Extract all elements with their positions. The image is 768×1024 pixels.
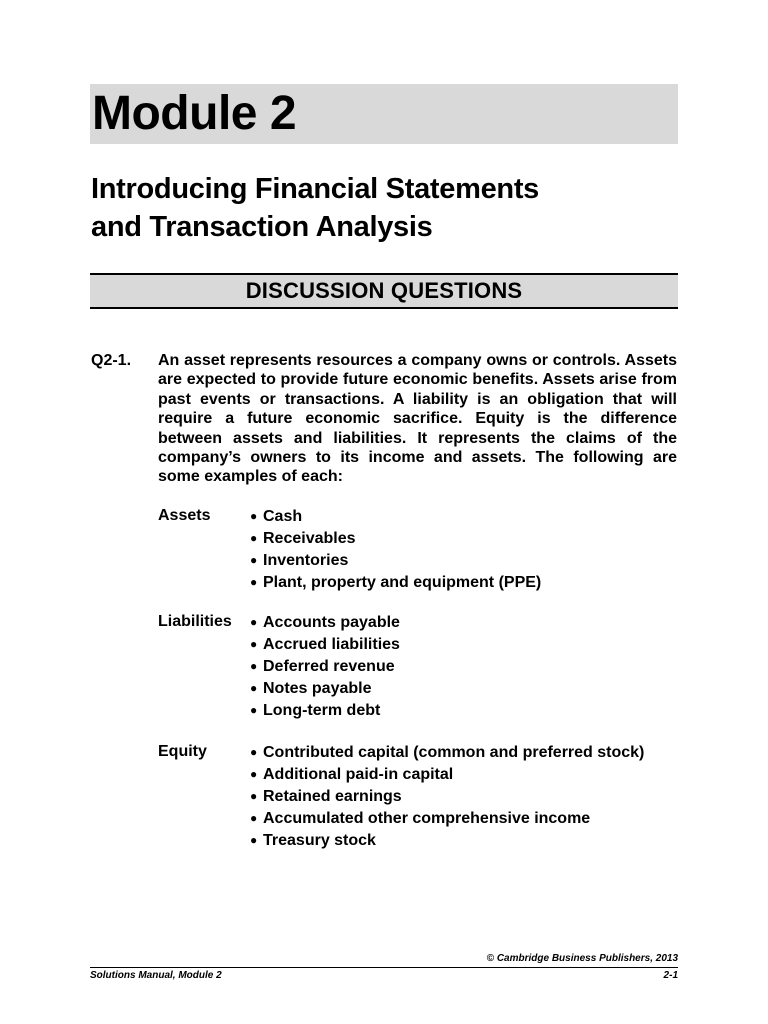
category-label-equity: Equity xyxy=(158,743,207,760)
list-item: ● Inventories xyxy=(250,549,541,571)
bullet-icon: ● xyxy=(250,637,258,651)
bullet-icon: ● xyxy=(250,703,258,717)
bullet-icon: ● xyxy=(250,811,258,825)
list-item: ● Plant, property and equipment (PPE) xyxy=(250,571,541,593)
list-item: ● Accumulated other comprehensive income xyxy=(250,807,644,829)
bullet-icon: ● xyxy=(250,833,258,847)
bullet-icon: ● xyxy=(250,681,258,695)
list-item: ● Receivables xyxy=(250,527,541,549)
footer-manual-title: Solutions Manual, Module 2 xyxy=(90,970,222,981)
section-title: DISCUSSION QUESTIONS xyxy=(245,278,523,303)
chapter-subtitle xyxy=(91,170,691,246)
bullet-icon: ● xyxy=(250,575,258,589)
list-item: ● Contributed capital (common and preferred stock) xyxy=(250,741,644,763)
list-item: ● Notes payable xyxy=(250,677,400,699)
section-header-bar xyxy=(90,273,678,309)
equity-list xyxy=(250,741,644,851)
list-item: ● Deferred revenue xyxy=(250,655,400,677)
bullet-icon: ● xyxy=(250,509,258,523)
list-item: ● Cash xyxy=(250,505,541,527)
category-label-liabilities: Liabilities xyxy=(158,613,232,630)
list-item: ● Additional paid-in capital xyxy=(250,763,644,785)
bullet-icon: ● xyxy=(250,531,258,545)
liabilities-list xyxy=(250,611,400,721)
list-item: ● Long-term debt xyxy=(250,699,400,721)
subtitle-line-1: Introducing Financial Statements xyxy=(91,173,540,205)
bullet-icon: ● xyxy=(250,615,258,629)
bullet-icon: ● xyxy=(250,745,258,759)
footer-divider xyxy=(90,967,678,968)
list-item: ● Treasury stock xyxy=(250,829,644,851)
category-label-assets: Assets xyxy=(158,507,211,524)
bullet-icon: ● xyxy=(250,553,258,567)
question-answer-text: An asset represents resources a company owns or controls. Assets are expected to provide future economic benefits. Assets arise from past events or transactions. A liability is an obligation that will require a future economic sacrifice. Equity is the difference between assets and liabilities. It represents the claims of the company’s owners to its income and assets. The following are some examples of each: xyxy=(158,352,677,486)
page-number: 2-1 xyxy=(663,970,678,981)
bullet-icon: ● xyxy=(250,767,258,781)
bullet-icon: ● xyxy=(250,659,258,673)
copyright-notice: © Cambridge Business Publishers, 2013 xyxy=(486,953,678,964)
list-item: ● Retained earnings xyxy=(250,785,644,807)
list-item: ● Accounts payable xyxy=(250,611,400,633)
subtitle-line-2: and Transaction Analysis xyxy=(91,211,433,243)
assets-list xyxy=(250,505,541,593)
list-item: ● Accrued liabilities xyxy=(250,633,400,655)
bullet-icon: ● xyxy=(250,789,258,803)
module-title: Module 2 xyxy=(92,87,297,140)
question-number: Q2-1. xyxy=(91,352,132,369)
